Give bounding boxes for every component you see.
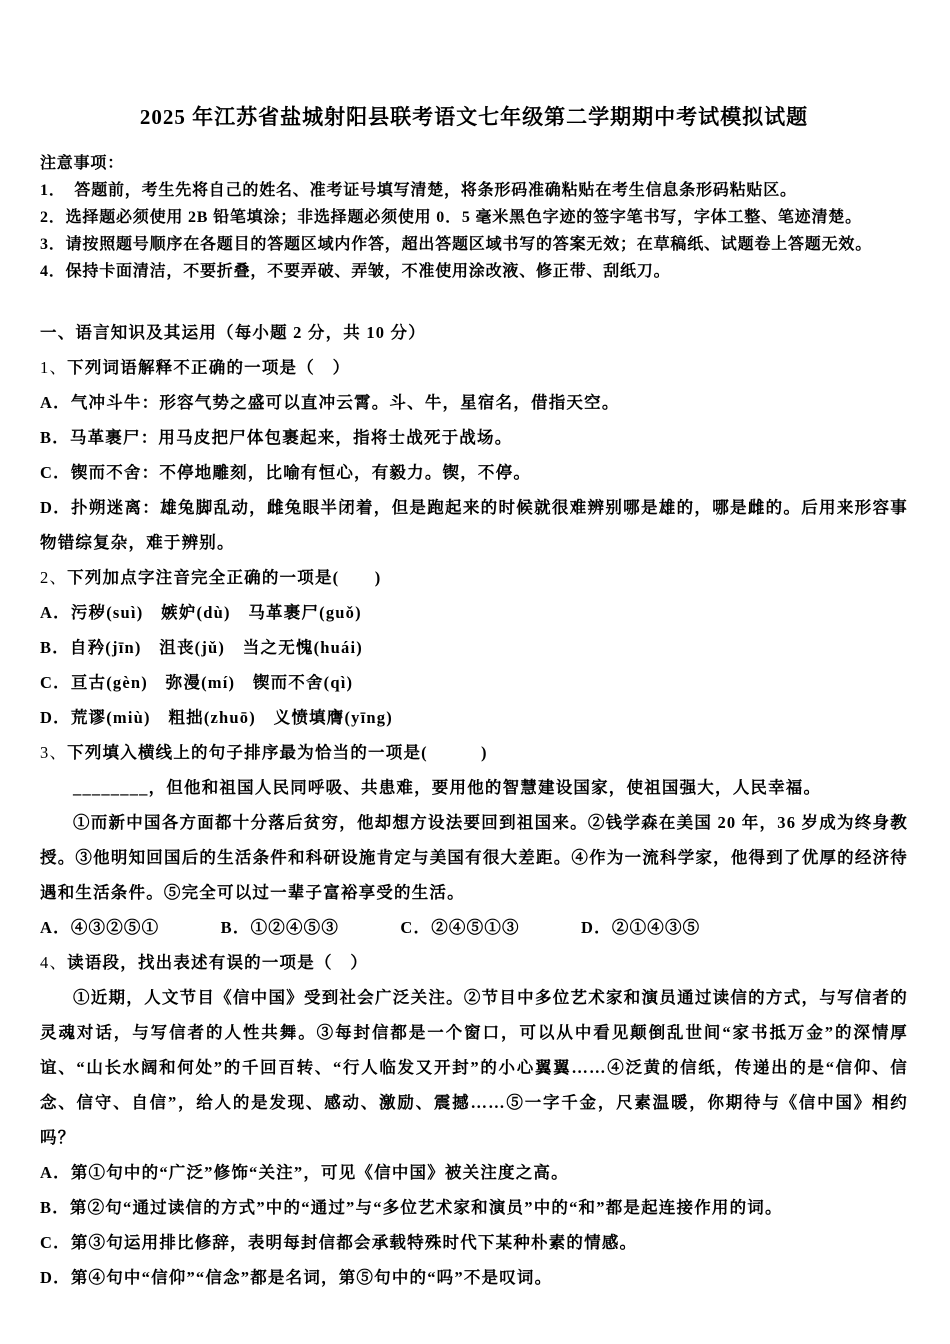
question-3-option-a bbox=[40, 918, 159, 937]
question-2-option-c bbox=[40, 665, 908, 700]
question-4 bbox=[40, 945, 908, 1295]
option-text: 气冲斗牛：形容气势之盛可以直冲云霄。斗、牛，星宿名，借指天空。 bbox=[70, 393, 620, 412]
question-stem-text: 下列词语解释不正确的一项是（ ） bbox=[67, 358, 351, 377]
option-label: C． bbox=[40, 463, 71, 482]
question-4-option-d bbox=[40, 1260, 908, 1295]
section-heading: 一、语言知识及其运用（每小题 2 分，共 10 分） bbox=[40, 323, 426, 342]
option-text: 第③句运用排比修辞，表明每封信都会承载特殊时代下某种朴素的情感。 bbox=[70, 1233, 638, 1252]
option-text: 自矜(jīn) 沮丧(jǔ) 当之无愧(huái) bbox=[69, 638, 363, 657]
question-number: 3、 bbox=[40, 743, 68, 762]
option-text: ②④⑤①③ bbox=[431, 918, 520, 937]
option-label: B． bbox=[40, 1198, 70, 1217]
question-3-options-row bbox=[40, 910, 908, 945]
option-label: B． bbox=[220, 918, 251, 937]
notice-item-2: 2．选择题必须使用 2B 铅笔填涂；非选择题必须使用 0．5 毫米黑色字迹的签字笔书写，字体工整、笔迹清楚。 bbox=[40, 209, 862, 226]
question-4-option-b bbox=[40, 1190, 908, 1225]
question-2-option-d bbox=[40, 700, 908, 735]
notice-heading: 注意事项： bbox=[40, 155, 125, 172]
page-title: 2025 年江苏省盐城射阳县联考语文七年级第二学期期中考试模拟试题 bbox=[139, 105, 809, 129]
option-text: ①②④⑤③ bbox=[250, 918, 340, 937]
notice-section bbox=[40, 150, 908, 285]
question-number: 4、 bbox=[40, 953, 68, 972]
notice-item-3: 3．请按照题号顺序在各题目的答题区域内作答，超出答题区域书写的答案无效；在草稿纸、试题卷上答题无效。 bbox=[40, 236, 873, 253]
option-label: B． bbox=[40, 638, 70, 657]
option-text: 荒谬(miù) 粗拙(zhuō) 义愤填膺(yīng) bbox=[70, 708, 393, 727]
question-1-option-d bbox=[40, 490, 908, 560]
question-3 bbox=[40, 735, 908, 945]
question-stem-text: 下列加点字注音完全正确的一项是( ) bbox=[67, 568, 382, 587]
option-label: B． bbox=[40, 428, 70, 447]
question-4-option-a bbox=[40, 1155, 908, 1190]
option-label: A． bbox=[40, 603, 71, 622]
option-text: 马革裹尸：用马皮把尸体包裹起来，指将士战死于战场。 bbox=[69, 428, 513, 447]
question-1-option-b bbox=[40, 420, 908, 455]
question-number: 1、 bbox=[40, 358, 68, 377]
notice-item-4: 4．保持卡面清洁，不要折叠，不要弄破、弄皱，不准使用涂改液、修正带、刮纸刀。 bbox=[40, 263, 671, 280]
question-2-stem bbox=[40, 560, 908, 595]
question-4-option-c bbox=[40, 1225, 908, 1260]
question-3-stem bbox=[40, 735, 908, 770]
option-label: D． bbox=[40, 1268, 71, 1287]
question-1-option-c bbox=[40, 455, 908, 490]
question-2-option-a bbox=[40, 595, 908, 630]
option-text: 锲而不舍：不停地雕刻，比喻有恒心，有毅力。锲，不停。 bbox=[70, 463, 532, 482]
option-label: D． bbox=[581, 918, 612, 937]
question-1-stem bbox=[40, 350, 908, 385]
option-text: 第②句“通过读信的方式”中的“通过”与“多位艺术家和演员”中的“和”都是起连接作用的词。 bbox=[69, 1198, 783, 1217]
question-4-stem bbox=[40, 945, 908, 980]
question-1-option-a bbox=[40, 385, 908, 420]
option-label: D． bbox=[40, 498, 72, 517]
option-label: C． bbox=[400, 918, 432, 937]
question-3-option-c bbox=[400, 918, 519, 937]
option-text: 扑朔迷离：雄兔脚乱动，雌兔眼半闭着，但是跑起来的时候就很难辨别哪是雄的，哪是雌的。后用来形容事物错综复杂，难于辨别。 bbox=[40, 498, 908, 552]
option-text: 第④句中“信仰”“信念”都是名词，第⑤句中的“吗”不是叹词。 bbox=[70, 1268, 553, 1287]
option-text: 第①句中的“广泛”修饰“关注”，可见《信中国》被关注度之高。 bbox=[70, 1163, 569, 1182]
option-text: 污秽(suì) 嫉妒(dù) 马革裹尸(guǒ) bbox=[70, 603, 362, 622]
question-stem-text: 下列填入横线上的句子排序最为恰当的一项是( ) bbox=[67, 743, 488, 762]
option-label: A． bbox=[40, 1163, 71, 1182]
option-label: C． bbox=[40, 1233, 71, 1252]
question-number: 2、 bbox=[40, 568, 68, 587]
question-3-option-d bbox=[581, 918, 700, 937]
question-2 bbox=[40, 560, 908, 735]
question-2-option-b bbox=[40, 630, 908, 665]
option-label: C． bbox=[40, 673, 71, 692]
question-3-lead: ________，但他和祖国人民同呼吸、共患难，要用他的智慧建设国家，使祖国强大，人民幸福。 bbox=[73, 778, 822, 797]
option-text: ④③②⑤① bbox=[70, 918, 160, 937]
question-stem-text: 读语段，找出表述有误的一项是（ ） bbox=[67, 953, 369, 972]
question-1 bbox=[40, 350, 908, 560]
option-text: ②①④③⑤ bbox=[611, 918, 701, 937]
question-3-passage: ①而新中国各方面都十分落后贫穷，他却想方设法要回到祖国来。②钱学森在美国 20 年，36 岁成为终身教授。③他明知回国后的生活条件和科研设施肯定与美国有很大差距。④作为一流科学家，他得到了优厚的经济待遇和生活条件。⑤完全可以过一辈子富裕享受的生活。 bbox=[40, 813, 908, 902]
question-3-option-b bbox=[221, 918, 339, 937]
notice-item-1: 1． 答题前，考生先将自己的姓名、准考证号填写清楚，将条形码准确粘贴在考生信息条形码粘贴区。 bbox=[40, 182, 797, 199]
option-label: A． bbox=[40, 918, 71, 937]
option-label: A． bbox=[40, 393, 71, 412]
question-4-passage: ①近期，人文节目《信中国》受到社会广泛关注。②节目中多位艺术家和演员通过读信的方式，与写信者的灵魂对话，与写信者的人性共舞。③每封信都是一个窗口，可以从中看见颠倒乱世间“家书抵万金”的深情厚谊、“山长水阔和何处”的千回百转、“行人临发又开封”的小心翼翼……④泛黄的信纸，传递出的是“信仰、信念、信守、自信”，给人的是发现、感动、激励、震撼……⑤一字千金，尺素温暖，你期待与《信中国》相约吗？ bbox=[40, 988, 908, 1147]
option-label: D． bbox=[40, 708, 71, 727]
option-text: 亘古(gèn) 弥漫(mí) 锲而不舍(qì) bbox=[70, 673, 354, 692]
